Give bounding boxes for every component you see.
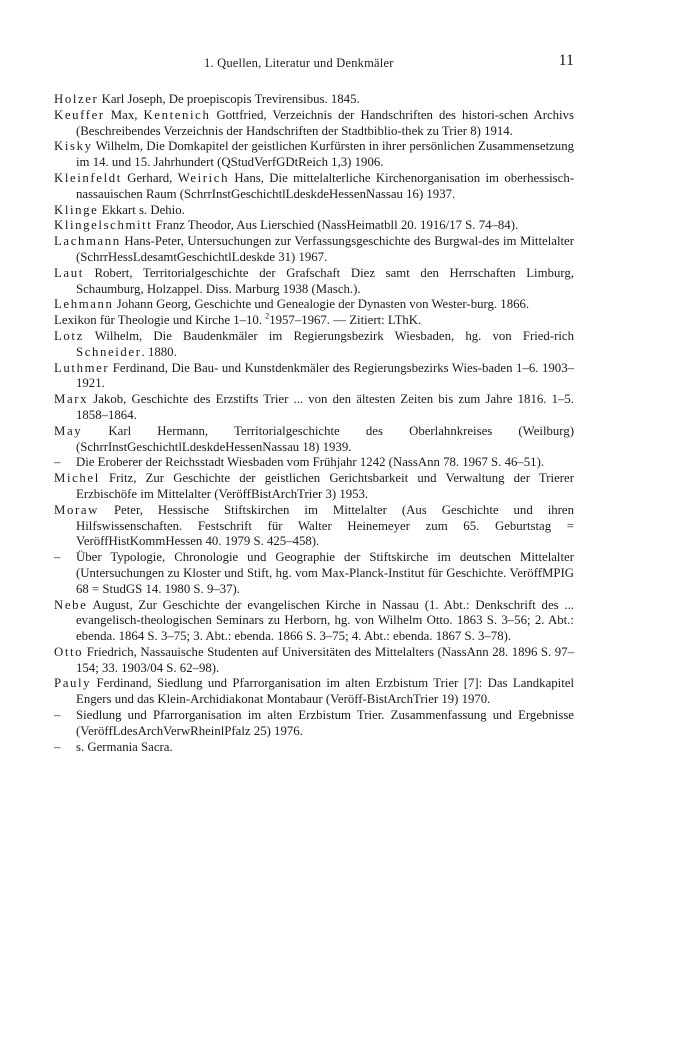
- author-name: Pauly: [54, 676, 92, 691]
- entry-text: Gottfried, Verzeichnis der Handschriften des histori-schen Archivs (Beschreibendes Verzeichnis der Handschriften der Stadtbiblio-thek zu Trier 8) 1914.: [76, 107, 574, 138]
- bibliography-entry: [54, 455, 574, 471]
- author-name: Marx: [54, 392, 89, 407]
- author-name: Klinge: [54, 202, 99, 217]
- bibliography-entry: [54, 218, 574, 234]
- entry-text: Karl Hermann, Territorialgeschichte des Oberlahnkreises (Weilburg) (SchrrInstGeschichtlLdeskdeHessenNassau 18) 1939.: [76, 423, 574, 454]
- entry-text: Johann Georg, Geschichte und Genealogie der Dynasten von Wester-burg. 1866.: [113, 297, 530, 312]
- entry-text: Hans-Peter, Untersuchungen zur Verfassungsgeschichte des Burgwal-des im Mittelalter (SchrrHessLdesamtGeschichtlLdeskde 31) 1967.: [76, 234, 574, 264]
- bibliography-entry: [54, 598, 574, 645]
- entry-text: Lexikon für Theologie und Kirche 1–10.: [54, 313, 266, 328]
- author-name: Lotz: [54, 328, 84, 343]
- author-name: Kleinfeldt: [54, 170, 122, 185]
- author-name: Holzer: [54, 92, 99, 106]
- author-name: Keuffer: [54, 107, 105, 122]
- entry-text: Friedrich, Nassauische Studenten auf Universitäten des Mittelalters (NassAnn 28. 1896 S. 97–154; 33. 1903/04 S. 62–98).: [76, 644, 574, 675]
- entry-text: Max,: [104, 107, 144, 122]
- entry-text: Karl Joseph, De proepiscopis Trevirensibus. 1845.: [98, 92, 360, 106]
- bibliography-entry: [54, 171, 574, 203]
- bibliography-entry: [54, 471, 574, 503]
- edition-superscript: 2: [265, 311, 270, 321]
- author-name: Otto: [54, 644, 84, 659]
- author-name: Weirich: [177, 170, 230, 185]
- entry-text: Ferdinand, Siedlung und Pfarrorganisation im alten Erzbistum Trier [7]: Das Landkapitel Engers und das Klein-Archidiakonat Montabaur (Veröff-BistArchTrier 19) 1970.: [76, 676, 574, 707]
- page-number: 11: [558, 52, 574, 69]
- entry-text: Franz Theodor, Aus Lierschied (NassHeimatbll 20. 1916/17 S. 74–84).: [152, 218, 519, 233]
- bibliography-list: [54, 92, 574, 755]
- bibliography-entry: [54, 550, 574, 597]
- running-header: [54, 50, 574, 74]
- author-name: Lachmann: [54, 234, 121, 249]
- author-name: May: [54, 423, 83, 438]
- bibliography-entry: [54, 740, 574, 756]
- author-name: Klingelschmitt: [54, 218, 153, 233]
- entry-text: Die Eroberer der Reichsstadt Wiesbaden vom Frühjahr 1242 (NassAnn 78. 1967 S. 46–51).: [76, 455, 545, 470]
- author-name: Laut: [54, 265, 84, 280]
- ditto-dash: –: [54, 708, 61, 723]
- bibliography-entry: [54, 392, 574, 424]
- entry-text: Peter, Hessische Stiftskirchen im Mittelalter (Aus Geschichte und ihren Hilfswissenschaften. Festschrift für Walter Heinemeyer zum 65. Geburtstag = VeröffHistKommHessen 40. 1979 S. 425–458).: [76, 502, 574, 549]
- bibliography-entry: [54, 203, 574, 219]
- entry-text: Ekkart s. Dehio.: [98, 202, 185, 217]
- entry-text: Hans, Die mittelalterliche Kirchenorganisation im oberhessisch-nassauischen Raum (SchrrInstGeschichtlLdeskdeHessenNassau 16) 1937.: [76, 170, 574, 201]
- bibliography-entry: [54, 234, 574, 266]
- author-name: Luthmer: [54, 360, 110, 375]
- author-name: Michel: [54, 471, 100, 486]
- page: [54, 50, 574, 755]
- entry-text: Ferdinand, Die Bau- und Kunstdenkmäler des Regierungsbezirks Wies-baden 1–6. 1903–1921.: [76, 360, 574, 391]
- bibliography-entry: [54, 139, 574, 171]
- entry-text: s. Germania Sacra.: [76, 739, 173, 754]
- author-name: Moraw: [54, 502, 99, 517]
- running-header-title: 1. Quellen, Literatur und Denkmäler: [204, 56, 394, 70]
- author-name: Kisky: [54, 139, 93, 154]
- bibliography-entry: [54, 708, 574, 740]
- bibliography-entry: [54, 503, 574, 550]
- entry-text: Robert, Territorialgeschichte der Grafschaft Diez samt den Herrschaften Limburg, Schaumburg, Holzappel. Diss. Marburg 1938 (Masch.).: [76, 265, 574, 296]
- entry-text: August, Zur Geschichte der evangelischen Kirche in Nassau (1. Abt.: Denkschrift des ... evangelisch-theologischen Seminars zu Herborn, hg. von Wilhelm Otto. 1863 S. 3–56; 2. Abt.: ebenda. 1864 S. 3–75; 3. Abt.: ebenda. 1866 S. 3–75; 4. Abt.: ebenda. 1867 S. 3–78).: [76, 597, 574, 644]
- entry-text: Über Typologie, Chronologie und Geographie der Stiftskirche im deutschen Mittelalter (Untersuchungen zu Kloster und Stift, hg. vom Max-Planck-Institut für Geschichte. VeröffMPIG 68 = StudGS 14. 1980 S. 9–37).: [76, 550, 574, 596]
- bibliography-entry: [54, 266, 574, 298]
- bibliography-entry: [54, 297, 574, 313]
- ditto-dash: –: [54, 550, 61, 565]
- author-name: Nebe: [54, 597, 88, 612]
- entry-text: Wilhelm, Die Baudenkmäler im Regierungsbezirk Wiesbaden, hg. von Fried-rich: [83, 328, 574, 343]
- bibliography-entry: [54, 329, 574, 361]
- entry-text: Gerhard,: [121, 170, 178, 185]
- bibliography-entry: [54, 313, 574, 329]
- bibliography-entry: [54, 645, 574, 677]
- bibliography-entry: [54, 676, 574, 708]
- entry-text: . 1880.: [141, 344, 177, 359]
- bibliography-entry: [54, 424, 574, 456]
- author-name: Lehmann: [54, 297, 114, 312]
- entry-text: 1957–1967. — Zitiert: LThK.: [269, 313, 422, 328]
- entry-text: Siedlung und Pfarrorganisation im alten Erzbistum Trier. Zusammenfassung und Ergebnisse (VeröffLdesArchVerwRheinlPfalz 25) 1976.: [76, 708, 574, 738]
- ditto-dash: –: [54, 455, 61, 470]
- entry-text: Wilhelm, Die Domkapitel der geistlichen Kurfürsten in ihrer persönlichen Zusammensetzung im 14. und 15. Jahrhundert (QStudVerfGDtReich 1,3) 1906.: [76, 139, 574, 170]
- ditto-dash: –: [54, 739, 61, 754]
- entry-text: Jakob, Geschichte des Erzstifts Trier ... von den ältesten Zeiten bis zum Jahre 1816. 1–5. 1858–1864.: [76, 392, 574, 422]
- bibliography-entry: [54, 361, 574, 393]
- bibliography-entry: [54, 92, 574, 108]
- author-name: Schneider: [76, 344, 142, 359]
- author-name: Kentenich: [143, 107, 211, 122]
- bibliography-entry: [54, 108, 574, 140]
- entry-text: Fritz, Zur Geschichte der geistlichen Gerichtsbarkeit und Verwaltung der Trierer Erzbischöfe im Mittelalter (VeröffBistArchTrier 3) 1953.: [76, 471, 574, 501]
